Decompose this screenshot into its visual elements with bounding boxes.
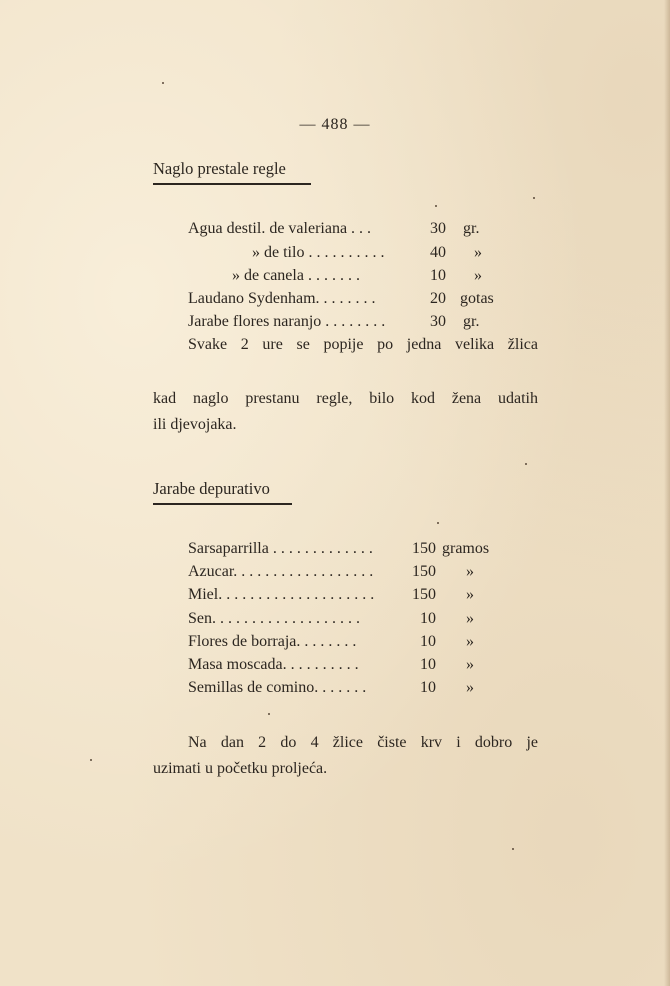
ingredient-name: » de tilo . . . . . . . . . .: [252, 244, 385, 261]
ingredient-amount: 10: [430, 267, 446, 284]
recipe-row: [188, 537, 508, 561]
ingredient-amount: 10: [420, 610, 436, 627]
recipe-row: [232, 264, 508, 288]
ingredient-amount: 40: [430, 244, 446, 261]
ingredient-unit: gotas: [460, 290, 494, 307]
paper-speck: [268, 713, 270, 715]
ingredient-name: Azucar. . . . . . . . . . . . . . . . . .: [188, 563, 374, 580]
ingredient-unit: »: [466, 633, 474, 650]
note-line: kad naglo prestanu regle, bilo kod žena udatih: [153, 390, 538, 407]
ingredient-amount: 10: [420, 679, 436, 696]
paper-speck: [437, 522, 439, 524]
ingredient-amount: 10: [420, 656, 436, 673]
paper-speck: [435, 205, 437, 207]
ingredient-unit: gr.: [463, 220, 480, 237]
ingredient-unit: »: [474, 244, 482, 261]
ingredient-unit: gr.: [463, 313, 480, 330]
ingredient-amount: 20: [430, 290, 446, 307]
recipe-row: [188, 607, 508, 631]
dosage-instruction: Svake 2 ure se popije po jedna velika žlica: [188, 336, 538, 353]
recipe-row: [252, 241, 508, 265]
recipe-row: [188, 287, 508, 311]
ingredient-name: Sen. . . . . . . . . . . . . . . . . . .: [188, 610, 360, 627]
ingredient-unit: »: [466, 656, 474, 673]
recipe-row: [188, 653, 508, 677]
ingredient-name: Flores de borraja. . . . . . . .: [188, 633, 357, 650]
recipe-row: [188, 217, 508, 241]
ingredient-name: Masa moscada. . . . . . . . . .: [188, 656, 359, 673]
ingredient-name: Agua destil. de valeriana . . .: [188, 220, 372, 237]
ingredient-amount: 150: [412, 586, 436, 603]
paper-speck: [162, 82, 164, 84]
page-number: — 488 —: [299, 116, 371, 133]
ingredient-unit: »: [466, 610, 474, 627]
ingredient-unit: »: [466, 586, 474, 603]
ingredient-unit: »: [466, 679, 474, 696]
recipe-row: [188, 583, 508, 607]
ingredient-amount: 30: [430, 220, 446, 237]
ingredient-name: Jarabe flores naranjo . . . . . . . .: [188, 313, 386, 330]
ingredient-amount: 30: [430, 313, 446, 330]
paper-speck: [90, 759, 92, 761]
ingredient-name: » de canela . . . . . . .: [232, 267, 360, 284]
ingredient-unit: »: [466, 563, 474, 580]
recipe-row: [188, 310, 508, 334]
dosage-instruction: uzimati u početku proljeća.: [153, 760, 328, 777]
page-edge-shadow: [664, 0, 670, 986]
dosage-instruction: Na dan 2 do 4 žlice čiste krv i dobro je: [188, 734, 538, 751]
ingredient-amount: 150: [412, 540, 436, 557]
ingredient-name: Miel. . . . . . . . . . . . . . . . . . . .: [188, 586, 375, 603]
recipe-row: [188, 630, 508, 654]
ingredient-unit: »: [474, 267, 482, 284]
ingredient-name: Semillas de comino. . . . . . .: [188, 679, 367, 696]
ingredient-unit: gramos: [442, 540, 490, 557]
section-heading-naglo-prestale-regle: Naglo prestale regle: [153, 159, 311, 185]
paper-speck: [533, 197, 535, 199]
section-heading-jarabe-depurativo: Jarabe depurativo: [153, 479, 292, 505]
note-line: ili djevojaka.: [153, 416, 237, 433]
ingredient-name: Sarsaparrilla . . . . . . . . . . . . .: [188, 540, 373, 557]
ingredient-amount: 150: [412, 563, 436, 580]
recipe-row: [188, 676, 508, 700]
ingredient-amount: 10: [420, 633, 436, 650]
ingredient-name: Laudano Sydenham. . . . . . . .: [188, 290, 376, 307]
paper-speck: [525, 463, 527, 465]
recipe-row: [188, 560, 508, 584]
paper-speck: [512, 848, 514, 850]
